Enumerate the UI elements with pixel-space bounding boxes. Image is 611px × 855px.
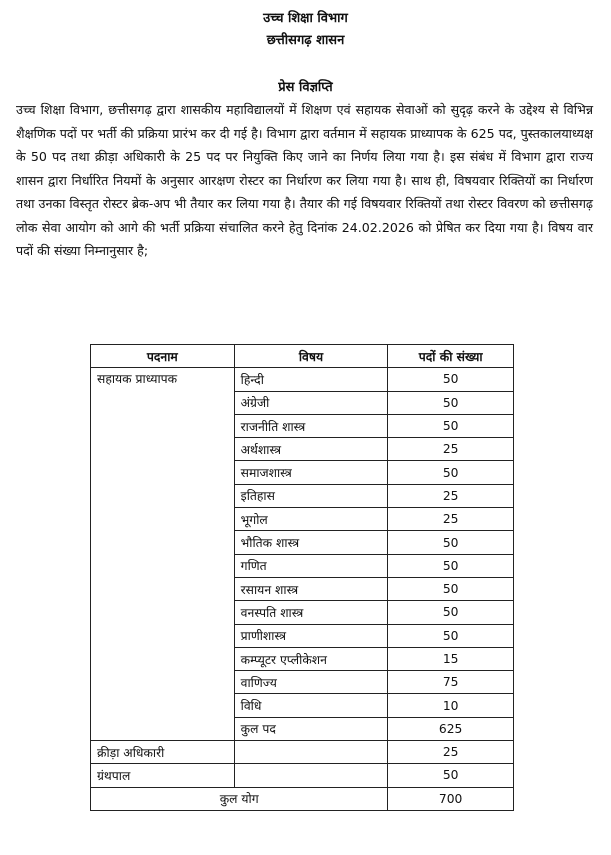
department-name: उच्च शिक्षा विभाग: [263, 11, 348, 26]
government-name: छत्तीसगढ़ शासन: [266, 33, 345, 48]
table-header-row: [91, 345, 514, 368]
table-row: [91, 368, 514, 391]
count-cell: 75: [388, 671, 514, 694]
header-post: पदनाम: [91, 345, 235, 368]
subject-cell: राजनीति शास्त्र: [234, 414, 388, 437]
subject-cell: भौतिक शास्त्र: [234, 531, 388, 554]
subject-cell: हिन्दी: [234, 368, 388, 391]
header-subject: विषय: [234, 345, 388, 368]
count-cell: 50: [388, 601, 514, 624]
count-cell: 15: [388, 647, 514, 670]
count-cell: 50: [388, 531, 514, 554]
count-cell: 50: [388, 577, 514, 600]
document-header: [0, 8, 611, 52]
count-cell: 50: [388, 414, 514, 437]
post-sports-officer: क्रीड़ा अधिकारी: [91, 741, 235, 764]
grand-total-count: 700: [388, 787, 514, 810]
subtotal-count: 625: [388, 717, 514, 740]
vacancy-table: [90, 344, 514, 811]
post-librarian: ग्रंथपाल: [91, 764, 235, 787]
header-count: पदों की संख्या: [388, 345, 514, 368]
count-cell: 25: [388, 438, 514, 461]
subject-cell: [234, 741, 388, 764]
subject-cell: विधि: [234, 694, 388, 717]
subject-cell: भूगोल: [234, 508, 388, 531]
count-cell: 50: [388, 461, 514, 484]
subject-cell: कम्प्यूटर एप्लीकेशन: [234, 647, 388, 670]
subject-cell: वनस्पति शास्त्र: [234, 601, 388, 624]
table-row-librarian: [91, 764, 514, 787]
count-cell: 25: [388, 508, 514, 531]
count-cell: 50: [388, 554, 514, 577]
subject-cell: वाणिज्य: [234, 671, 388, 694]
press-release-title: प्रेस विज्ञप्ति: [278, 80, 333, 95]
count-cell: 25: [388, 484, 514, 507]
count-cell: 50: [388, 368, 514, 391]
subject-cell: अंग्रेजी: [234, 391, 388, 414]
subject-cell: रसायन शास्त्र: [234, 577, 388, 600]
table-row-sports-officer: [91, 741, 514, 764]
subject-cell: गणित: [234, 554, 388, 577]
press-release-body: उच्च शिक्षा विभाग, छत्तीसगढ़ द्वारा शासकीय महाविद्यालयों में शिक्षण एवं सहायक सेवाओं को सुदृढ़ करने के उद्देश्य से विभिन्न शैक्षणिक पदों पर भर्ती की प्रक्रिया प्रारंभ कर दी गई है। विभाग द्वारा वर्तमान में सहायक प्राध्यापक के 625 पद, पुस्तकालयाध्यक्ष के 50 पद तथा क्रीड़ा अधिकारी के 25 पद पर नियुक्ति किए जाने का निर्णय लिया गया है। इस संबंध में विभाग द्वारा राज्य शासन द्वारा निर्धारित नियमों के अनुसार आरक्षण रोस्टर का निर्धारण कर लिया गया है। साथ ही, विषयवार रिक्तियों का निर्धारण तथा उनका विस्तृत रोस्टर ब्रेक-अप भी तैयार कर लिया गया है। तैयार की गई विषयवार रिक्तियों तथा रोस्टर विवरण को छत्तीसगढ़ लोक सेवा आयोग को आगे की भर्ती प्रक्रिया संचालित करने हेतु दिनांक 24.02.2026 को प्रेषित कर दिया गया है। विषय वार पदों की संख्या निम्नानुसार है;: [16, 102, 593, 258]
subject-cell: अर्थशास्त्र: [234, 438, 388, 461]
subject-cell: समाजशास्त्र: [234, 461, 388, 484]
grand-total-label: कुल योग: [91, 787, 388, 810]
subject-cell: प्राणीशास्त्र: [234, 624, 388, 647]
subject-cell: [234, 764, 388, 787]
count-cell: 50: [388, 391, 514, 414]
count-cell: 50: [388, 624, 514, 647]
count-cell: 10: [388, 694, 514, 717]
count-cell: 25: [388, 741, 514, 764]
table-row-grand-total: [91, 787, 514, 810]
count-cell: 50: [388, 764, 514, 787]
subject-cell: इतिहास: [234, 484, 388, 507]
post-assistant-professor: सहायक प्राध्यापक: [91, 368, 235, 741]
subtotal-label: कुल पद: [234, 717, 388, 740]
